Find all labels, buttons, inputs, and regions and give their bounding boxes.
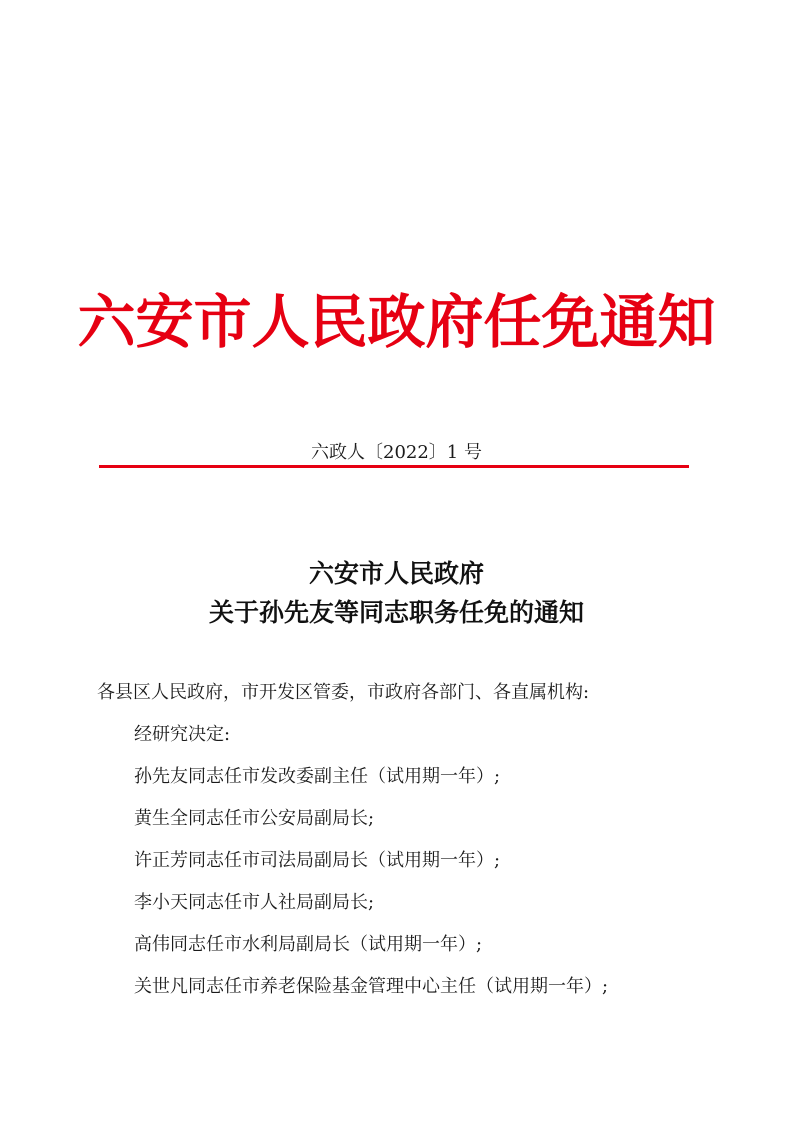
paragraph-appointment: 李小天同志任市人社局副局长; [134,892,375,913]
notice-heading-issuer: 六安市人民政府 [308,559,484,588]
paragraph-appointment: 高伟同志任市水利局副局长（试用期一年）; [134,934,483,955]
paragraph-appointment: 孙先友同志任市发改委副主任（试用期一年）; [134,766,501,787]
notice-heading-subject: 关于孙先友等同志职务任免的通知 [208,598,584,627]
paragraph-appointment: 许正芳同志任市司法局副局长（试用期一年）; [134,850,501,871]
paragraph-decision: 经研究决定: [134,724,231,745]
paragraph-appointment: 关世凡同志任市养老保险基金管理中心主任（试用期一年）; [134,976,609,997]
notice-addressee: 各县区人民政府，市开发区管委，市政府各部门、各直属机构: [97,682,590,703]
red-separator-line [99,465,689,468]
document-number: 六政人〔2022〕1 号 [311,442,482,463]
paragraph-appointment: 黄生全同志任市公安局副局长; [134,808,375,829]
document-red-header-title: 六安市人民政府任免通知 [77,288,716,356]
